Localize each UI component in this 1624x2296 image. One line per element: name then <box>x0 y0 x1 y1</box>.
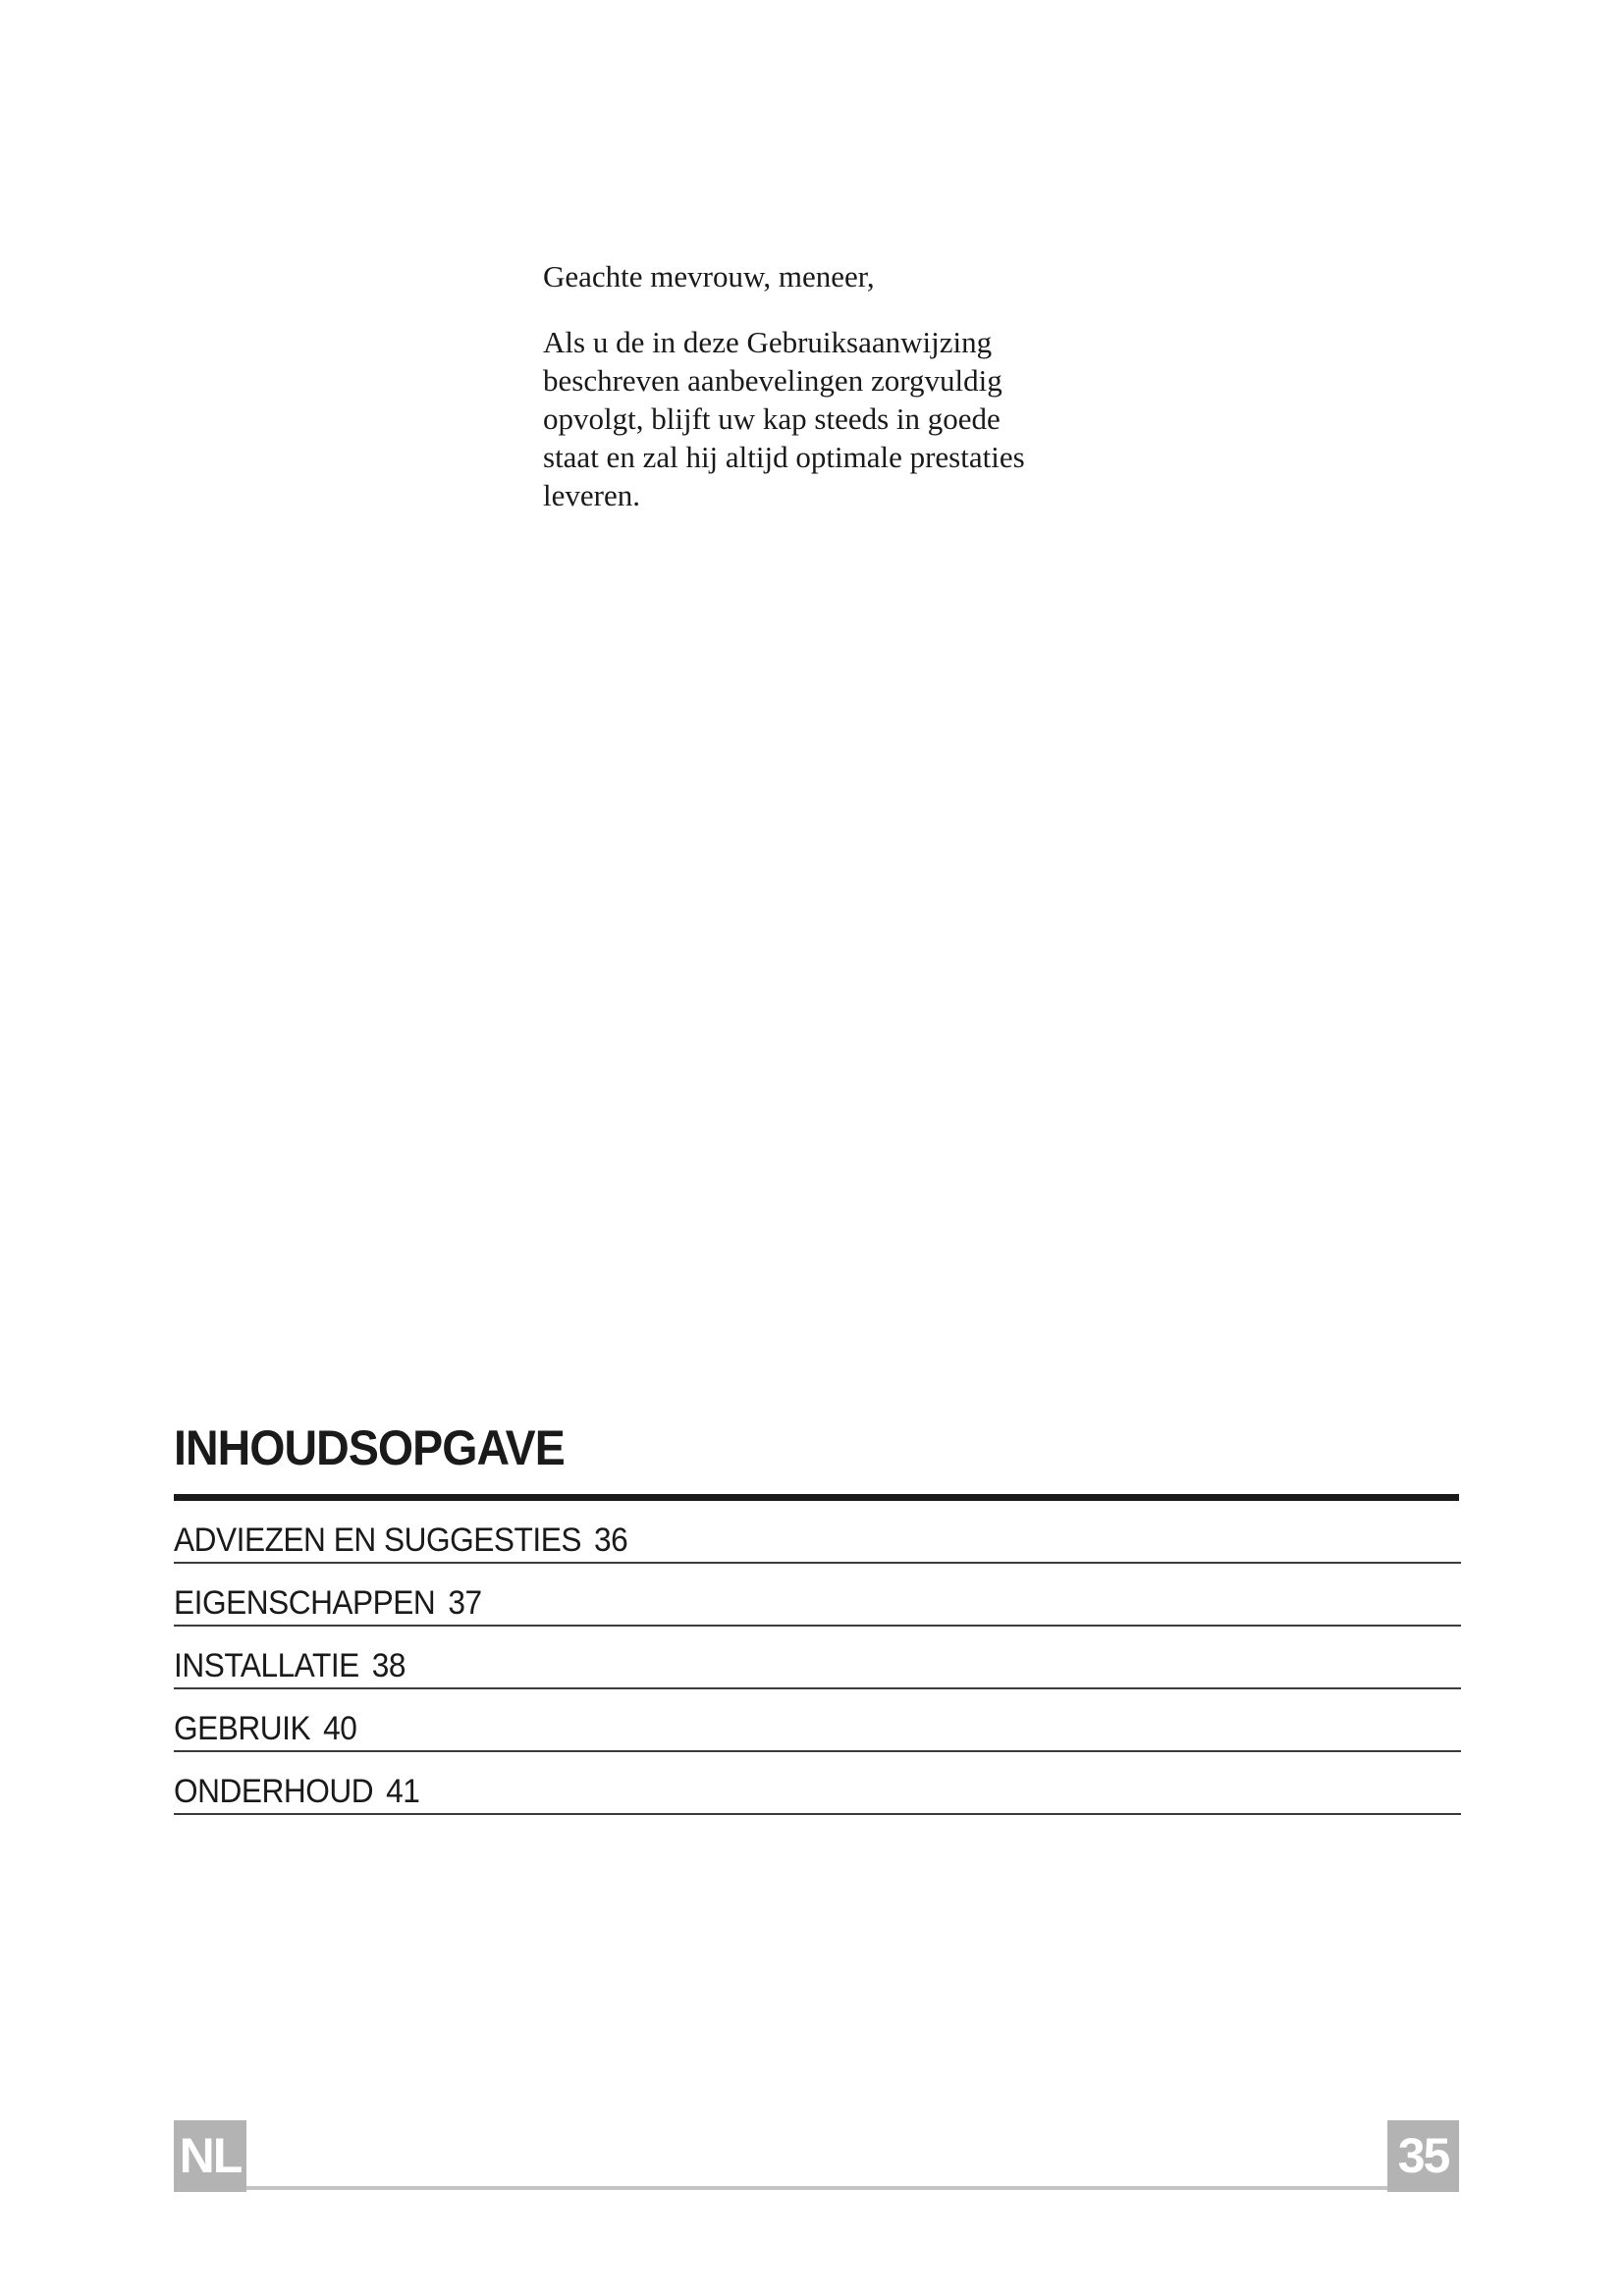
toc-item-label: INSTALLATIE <box>174 1647 359 1684</box>
salutation: Geachte mevrouw, meneer, <box>543 259 875 294</box>
language-badge: NL <box>174 2120 246 2192</box>
toc-item-page: 38 <box>371 1647 406 1684</box>
toc-item-page: 40 <box>323 1710 357 1747</box>
toc-item-label: ONDERHOUD <box>174 1773 374 1810</box>
toc-item[interactable] <box>174 1689 1461 1752</box>
toc-item[interactable] <box>174 1501 1461 1564</box>
toc-item-page: 36 <box>594 1522 628 1559</box>
toc-item[interactable] <box>174 1564 1461 1627</box>
intro-section <box>543 257 1093 514</box>
intro-line: beschreven aanbevelingen zorgvuldig <box>543 363 1002 398</box>
toc-title-rule <box>174 1494 1459 1501</box>
toc-item[interactable] <box>174 1627 1461 1689</box>
toc-item-page: 37 <box>448 1584 482 1622</box>
intro-paragraph <box>543 323 1093 514</box>
toc-item-label: ADVIEZEN EN SUGGESTIES <box>174 1522 581 1559</box>
page-number-badge: 35 <box>1387 2120 1459 2192</box>
toc-list <box>174 1501 1461 1815</box>
intro-line: leveren. <box>543 478 640 512</box>
toc-item-label: GEBRUIK <box>174 1710 311 1747</box>
footer-rule <box>245 2186 1387 2190</box>
intro-line: opvolgt, blijft uw kap steeds in goede <box>543 401 1001 436</box>
intro-line: staat en zal hij altijd optimale prestaties <box>543 440 1025 474</box>
toc-item-page: 41 <box>386 1773 420 1810</box>
toc-title: INHOUDSOPGAVE <box>174 1420 565 1475</box>
toc-item[interactable] <box>174 1752 1461 1815</box>
toc-item-label: EIGENSCHAPPEN <box>174 1584 436 1622</box>
intro-line: Als u de in deze Gebruiksaanwijzing <box>543 325 993 359</box>
